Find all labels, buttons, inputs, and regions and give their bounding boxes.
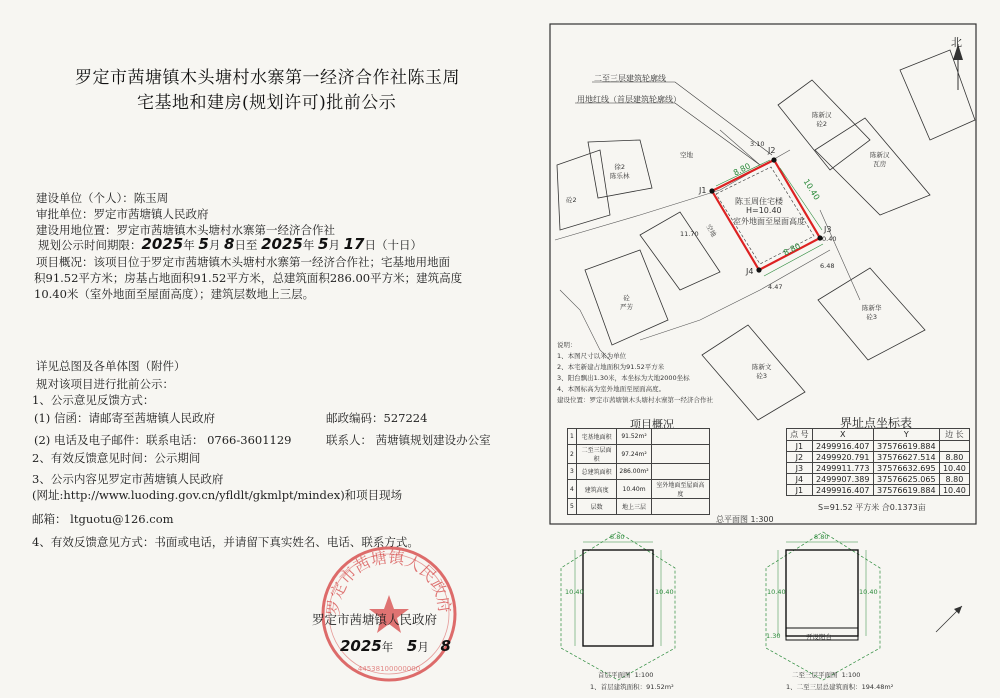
- coord-edge-cell: 8.80: [939, 452, 969, 463]
- project-cell: [651, 464, 709, 480]
- coord-header-cell: 边 长: [939, 429, 969, 441]
- project-row: [568, 499, 710, 515]
- site-plan-caption: 总平面图 1:300: [716, 515, 774, 524]
- coord-row: [787, 474, 970, 485]
- section-3: 3、公示内容见罗定市茜塘镇人民政府: [32, 472, 224, 486]
- point-j2: J2: [768, 146, 776, 155]
- period-year1: 2025: [141, 235, 184, 253]
- postcode-value: 527224: [383, 411, 428, 425]
- project-cell: 10.40m: [617, 480, 651, 499]
- section-2: 2、有效反馈意见时间：公示期间: [32, 451, 201, 465]
- fp2-note: 1、二至三层总建筑面积：194.48m²: [786, 683, 894, 691]
- point-j4: J4: [746, 267, 754, 276]
- neighbour-label-4: 砼2: [566, 196, 577, 204]
- main-building-height: H=10.40: [746, 206, 782, 215]
- project-overview-title: 项目概况: [630, 418, 674, 431]
- coord-cell: J3: [787, 463, 813, 474]
- postcode-label: 邮政编码：: [326, 411, 384, 425]
- note-1: 1、本图尺寸以米为单位: [557, 352, 627, 360]
- label-redline: 用地红线（首层建筑轮廓线）: [577, 95, 681, 104]
- neighbour-label-1: 徐2 陈乐林: [610, 163, 630, 180]
- period-month1: 5: [198, 235, 209, 253]
- fp1-height-right: 10.40: [655, 588, 674, 596]
- phone-line: (2) 电话及电子邮件：联系电话： 0766-3601129: [34, 433, 292, 447]
- coord-area: S=91.52 平方米 合0.1373亩: [818, 503, 926, 512]
- project-cell: 室外地面至屋面高度: [651, 480, 709, 499]
- period-year-label1: 年: [183, 238, 195, 252]
- period-suffix: 日（十日）: [364, 238, 422, 252]
- coord-cell: 37576625.065: [873, 474, 939, 485]
- project-cell: 总建筑面积: [576, 464, 617, 480]
- dim-south: 4.47: [768, 283, 783, 291]
- period-day2: 17: [343, 235, 365, 253]
- neighbour-bldg-9: [900, 50, 975, 140]
- dim-bottom: 8.80: [781, 241, 802, 258]
- north-arrow-small: [930, 600, 970, 640]
- neighbour-label-3: 陈新汉 瓦房: [870, 151, 890, 168]
- project-cell: 5: [568, 499, 577, 515]
- dim-top: 8.80: [731, 161, 752, 178]
- project-cell: 1: [568, 429, 577, 445]
- fp2-width: 8.80: [814, 533, 829, 541]
- project-cell: 二至三层面积: [576, 445, 617, 464]
- overview-line1: 项目概况：该项目位于罗定市茜塘镇木头塘村水寨第一经济合作社；宅基地用地面: [36, 255, 450, 269]
- coord-row: [787, 441, 970, 452]
- fp2-height-right: 10.40: [859, 588, 878, 596]
- coord-cell: J2: [787, 452, 813, 463]
- fp1-caption: 首层平面图 1:100: [598, 671, 654, 679]
- neighbour-bldg-4: [557, 150, 610, 230]
- website-line: (网址:http://www.luoding.gov.cn/yfldlt/gkmlpt/mindex)和项目现场: [32, 488, 403, 502]
- section-1: 1、公示意见反馈方式：: [32, 393, 155, 407]
- sign-day: 8: [440, 637, 451, 655]
- period-mid: 日至: [234, 238, 258, 252]
- dim-lane: 3.10: [750, 140, 765, 148]
- coord-edge-cell: 10.40: [939, 463, 969, 474]
- open-space-1: 空地: [680, 151, 693, 159]
- coord-cell: 2499916.407: [812, 485, 873, 496]
- coord-cell: 37576619.884: [873, 441, 939, 452]
- coord-row: [787, 485, 970, 496]
- plan-notes: [557, 340, 713, 406]
- dim-left: 11.70: [680, 230, 699, 238]
- subject-lot-redline: [712, 160, 820, 270]
- period-month-label2: 月: [328, 238, 340, 252]
- coord-edge-cell: 8.80: [939, 474, 969, 485]
- project-row: [568, 464, 710, 480]
- project-cell: 4: [568, 480, 577, 499]
- project-cell: 建筑高度: [576, 480, 617, 499]
- coord-table: [786, 428, 970, 496]
- balcony-label: 开设阳台: [806, 633, 832, 641]
- coord-cell: 37576632.695: [873, 463, 939, 474]
- notice-title-line1: 罗定市茜塘镇木头塘村水寨第一经济合作社陈玉周: [75, 68, 460, 88]
- project-cell: 286.00m²: [617, 464, 651, 480]
- sign-month-label: 月: [417, 640, 429, 654]
- coord-cell: 37576619.884: [873, 485, 939, 496]
- project-cell: 层数: [576, 499, 617, 515]
- builder-line: 建设单位（个人）：陈玉周: [36, 191, 169, 205]
- sign-month: 5: [406, 637, 418, 655]
- dim-east: 6.48: [820, 262, 835, 270]
- coord-edge-cell: 10.40: [939, 485, 969, 496]
- coord-row: [787, 452, 970, 463]
- email-line: 邮箱： ltguotu@126.com: [32, 512, 174, 526]
- notice-title-line2: 宅基地和建房(规划许可)批前公示: [137, 93, 397, 113]
- sign-year: 2025: [340, 637, 382, 655]
- project-cell: [651, 429, 709, 445]
- period-year2: 2025: [261, 235, 303, 253]
- neighbour-label-6: 陈新华 砼3: [862, 304, 882, 321]
- coord-table-title: 界址点坐标表: [840, 416, 913, 430]
- main-building-name: 陈玉周住宅楼: [735, 197, 783, 206]
- coord-cell: J1: [787, 441, 813, 452]
- project-cell: [651, 445, 709, 464]
- dim-right: 10.40: [801, 177, 822, 202]
- project-row: [568, 445, 710, 464]
- coord-cell: J4: [787, 474, 813, 485]
- sign-year-label: 年: [381, 640, 394, 654]
- fp1-width: 8.80: [610, 533, 625, 541]
- label-3f-outline: 二至三层建筑轮廓线: [594, 74, 666, 83]
- coord-edge-cell: [939, 441, 969, 452]
- project-row: [568, 480, 710, 499]
- coord-header-cell: X: [812, 429, 873, 441]
- balcony-dim: 1.30: [766, 632, 781, 640]
- fp2-height-left: 10.40: [767, 588, 786, 596]
- open-space-2: 空地: [704, 223, 718, 239]
- period-prefix: 规划公示时间期限：: [38, 238, 142, 252]
- point-j1: J1: [699, 186, 707, 195]
- period-day1: 8: [224, 235, 235, 253]
- project-cell: 地上三层: [617, 499, 651, 515]
- dim-gap: 0.40: [822, 235, 837, 243]
- project-cell: 91.52m²: [617, 429, 651, 445]
- note-2: 2、本宅新建占地面积为91.52平方米: [557, 363, 665, 371]
- note-5: 建设位置：罗定市茜塘镇木头塘村水寨第一经济合作社: [557, 396, 713, 404]
- coord-cell: J1: [787, 485, 813, 496]
- main-building-note: 室外地面至屋面高度: [733, 217, 805, 226]
- point-j3: J3: [824, 225, 832, 234]
- svg-text:44538100000000: 44538100000000: [357, 665, 421, 673]
- neighbour-label-5: 砼 严芳: [620, 294, 633, 311]
- fp1-height-left: 10.40: [565, 588, 584, 596]
- neighbour-label-2: 陈新汉 砼2: [812, 111, 832, 128]
- coord-row: [787, 463, 970, 474]
- project-cell: 宅基地面积: [576, 429, 617, 445]
- signer: 罗定市茜塘镇人民政府: [312, 612, 438, 627]
- project-cell: 97.24m²: [617, 445, 651, 464]
- svg-text:罗定市茜塘镇人民政府: 罗定市茜塘镇人民政府: [323, 547, 455, 617]
- section-4: 4、有效反馈意见方式：书面或电话，并请留下真实姓名、电话、联系方式。: [32, 535, 419, 549]
- coord-cell: 2499920.791: [812, 452, 873, 463]
- location-line: 建设用地位置：罗定市茜塘镇木头塘村水寨第一经济合作社: [36, 223, 335, 237]
- note-4: 4、本图标高为室外地面至屋面高度。: [557, 385, 666, 393]
- period-year-label2: 年: [302, 238, 315, 252]
- project-cell: 2: [568, 445, 577, 464]
- coord-header-cell: Y: [873, 429, 939, 441]
- note-3: 3、阳台飘出1.30米，本坐标为大地2000坐标: [557, 374, 690, 382]
- notes-title: 说明：: [557, 341, 577, 349]
- intro-line: 规对该项目进行批前公示：: [36, 377, 174, 391]
- coord-cell: 37576627.514: [873, 452, 939, 463]
- coord-header-cell: 点 号: [787, 429, 813, 441]
- neighbour-label-7: 陈新文 砼3: [752, 363, 772, 380]
- project-cell: 3: [568, 464, 577, 480]
- letter-line: (1) 信函：请邮寄至茜塘镇人民政府: [34, 411, 215, 425]
- period-month2: 5: [318, 235, 329, 253]
- approver-line: 审批单位：罗定市茜塘镇人民政府: [36, 207, 209, 221]
- overview-line2: 积91.52平方米；房基占地面积91.52平方米，总建筑面积286.00平方米；建筑高度: [34, 271, 463, 285]
- fp1-note: 1、首层建筑面积：91.52m²: [590, 683, 674, 691]
- attachment-line: 详见总图及各单体图（附件）: [36, 359, 186, 373]
- overview-line3: 10.40米（室外地面至屋面高度）；建筑层数地上三层。: [34, 287, 315, 301]
- coord-cell: 2499916.407: [812, 441, 873, 452]
- coord-cell: 2499907.389: [812, 474, 873, 485]
- project-cell: [651, 499, 709, 515]
- contact-line: 联系人： 茜塘镇规划建设办公室: [326, 433, 491, 447]
- project-overview-table: [567, 428, 710, 515]
- north-label: 北: [951, 36, 962, 49]
- coord-cell: 2499911.773: [812, 463, 873, 474]
- fp2-caption: 二至三层平面图 1:100: [792, 671, 861, 679]
- project-row: [568, 429, 710, 445]
- period-month-label1: 月: [208, 238, 221, 252]
